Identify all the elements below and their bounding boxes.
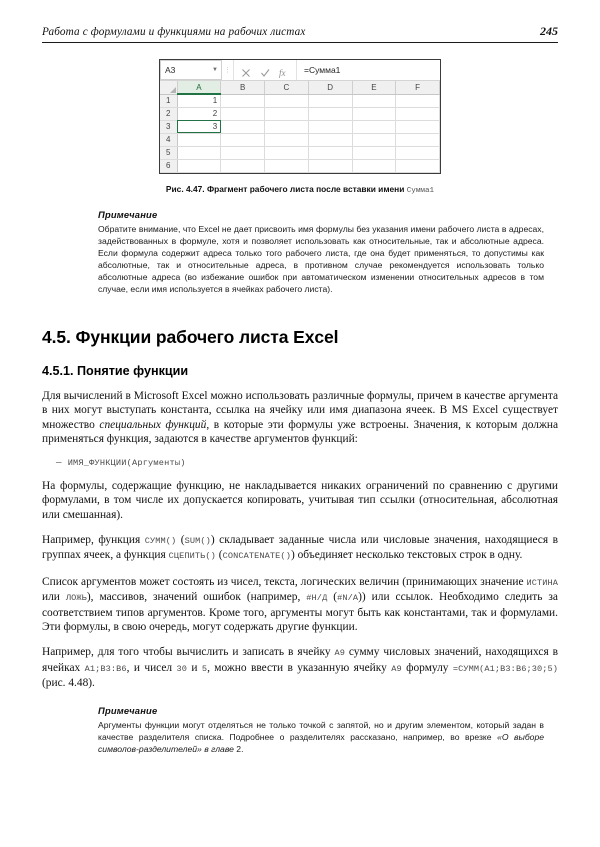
cell-c4[interactable] — [265, 133, 309, 146]
cell-a2[interactable]: 2 — [177, 107, 221, 120]
column-header-f[interactable]: F — [396, 81, 440, 94]
cell-d3[interactable] — [308, 120, 352, 133]
cell-b3[interactable] — [221, 120, 265, 133]
row-header-6[interactable]: 6 — [160, 159, 177, 172]
table-row — [160, 94, 440, 107]
name-box[interactable] — [160, 60, 222, 80]
table-row — [160, 159, 440, 172]
p5-code-formula: =СУММ(A1;B3:B6;30;5) — [452, 663, 559, 674]
cell-b6[interactable] — [221, 159, 265, 172]
paragraph-1 — [42, 389, 558, 447]
p3-part-c: ) складывает заданные числа или числовые значения, находящиеся в группах ячеек, а функция — [42, 533, 558, 562]
cell-e2[interactable] — [352, 107, 396, 120]
insert-function-fx-icon[interactable] — [279, 65, 289, 78]
cell-c2[interactable] — [265, 107, 309, 120]
section-heading: 4.5. Функции рабочего листа Excel — [42, 327, 339, 348]
note-body — [98, 719, 544, 755]
svg-text:fx: fx — [279, 68, 286, 78]
cell-f2[interactable] — [396, 107, 440, 120]
running-header-title: Работа с формулами и функциями на рабочих листах — [42, 26, 306, 38]
excel-window — [159, 59, 441, 174]
cell-b2[interactable] — [221, 107, 265, 120]
row-header-2[interactable]: 2 — [160, 107, 177, 120]
cancel-x-icon[interactable] — [241, 65, 251, 75]
cell-e1[interactable] — [352, 94, 396, 107]
p1-italic-term: специальных функций — [99, 418, 207, 431]
table-row — [160, 120, 440, 133]
table-row — [160, 107, 440, 120]
cell-f3[interactable] — [396, 120, 440, 133]
p4-part-b: или — [42, 591, 66, 604]
p5-part-d: и — [187, 661, 202, 674]
cell-a1[interactable]: 1 — [177, 94, 221, 107]
excel-grid — [160, 81, 440, 173]
p5-part-f: формулу — [401, 661, 453, 674]
figure-caption — [42, 184, 558, 195]
cell-a3[interactable]: 3 — [177, 120, 221, 133]
formula-input[interactable]: =Сумма1 — [304, 65, 341, 75]
cell-f1[interactable] — [396, 94, 440, 107]
row-header-5[interactable]: 5 — [160, 146, 177, 159]
syntax-dash: – — [56, 455, 62, 468]
cell-e3[interactable] — [352, 120, 396, 133]
figure-caption-text: Фрагмент рабочего листа после вставки имени — [206, 183, 405, 194]
p5-part-c: , и чисел — [126, 661, 177, 674]
figure-excel-screenshot — [42, 59, 558, 174]
paragraph-4 — [42, 575, 558, 635]
cell-b4[interactable] — [221, 133, 265, 146]
figure-caption-code: Сумма1 — [406, 186, 435, 195]
table-row — [160, 146, 440, 159]
cell-a6[interactable] — [177, 159, 221, 172]
note2-part-a: Аргументы функции могут отделяться не только точкой с запятой, но и другим элементом, который задан в качестве разделителя списка. Подробнее о разделителях рассказано, например, во врезке — [98, 719, 544, 742]
note-body: Обратите внимание, что Excel не дает присвоить имя формулы без указания имени рабочего листа в адресах, задействованных в формуле, хотя и позволяет использовать как относительные, так и абсолютные адреса. Если формула содержит адреса только того рабочего листа, где она будет применяться, то допустимы как абсолютные, так и относительные адреса, в противном случае рекомендуется использовать только абсолютные адреса (во избежание ошибок при автоматическом изменении относительных адресов в том случае, если имя используется в ячейках рабочего листа). — [98, 223, 544, 294]
column-header-b[interactable]: B — [221, 81, 265, 94]
note-title: Примечание — [98, 704, 158, 716]
p5-code-range: A1;B3:B6 — [84, 663, 127, 674]
column-header-e[interactable]: E — [352, 81, 396, 94]
cell-d6[interactable] — [308, 159, 352, 172]
formula-bar-grip[interactable]: ⋮ — [224, 66, 231, 74]
cell-d5[interactable] — [308, 146, 352, 159]
row-header-4[interactable]: 4 — [160, 133, 177, 146]
cell-e4[interactable] — [352, 133, 396, 146]
table-row — [160, 133, 440, 146]
page-number: 245 — [540, 24, 558, 38]
running-header — [42, 0, 558, 43]
row-header-3[interactable]: 3 — [160, 120, 177, 133]
cell-f4[interactable] — [396, 133, 440, 146]
cell-a5[interactable] — [177, 146, 221, 159]
select-all-corner[interactable] — [160, 81, 177, 94]
cell-c3[interactable] — [265, 120, 309, 133]
cell-a4[interactable] — [177, 133, 221, 146]
row-header-1[interactable]: 1 — [160, 94, 177, 107]
name-box-value: A3 — [165, 65, 176, 75]
syntax-code: ИМЯ_ФУНКЦИИ(Аргументы) — [67, 457, 186, 468]
cell-b5[interactable] — [221, 146, 265, 159]
function-syntax-line — [56, 456, 558, 468]
paragraph-3 — [42, 533, 558, 564]
column-header-c[interactable]: C — [265, 81, 309, 94]
note-title: Примечание — [98, 208, 158, 220]
confirm-check-icon[interactable] — [260, 65, 270, 75]
formula-bar-buttons — [233, 60, 297, 80]
column-header-a[interactable]: A — [177, 81, 221, 94]
p3-code-scepit: СЦЕПИТЬ() — [168, 551, 216, 562]
p5-code-a9-2: A9 — [391, 663, 402, 674]
p4-part-a: Список аргументов может состоять из чисел, текста, логических величин (принимающих значение — [42, 575, 527, 588]
p4-part-e: )) или ссылок. Необходимо следить за соответствием типов аргументов. Кроме того, аргументы могут быть как константами, так и формулами. Эти формулы, в свою очередь, могут содержать другие функции. — [42, 591, 558, 633]
cell-c5[interactable] — [265, 146, 309, 159]
p4-code-true: ИСТИНА — [526, 577, 558, 588]
p1-part-b: , в которые эти формулы уже встроены. Значения, к которым должна применяться функция, задаются в качестве аргументов функций: — [42, 418, 558, 446]
p5-part-a: Например, для того чтобы вычислить и записать в ячейку — [42, 646, 335, 659]
paragraph-2: На формулы, содержащие функцию, не накладывается никаких ограничений по сравнению с другими формулами, в том числе их допускается копировать, учитывая тип ссылки (относительная, абсолютная или смешанная). — [42, 479, 558, 521]
paragraph-5 — [42, 645, 558, 690]
p3-part-b: ( — [176, 533, 185, 546]
p3-code-concatenate: CONCATENATE() — [222, 551, 291, 562]
excel-column-header-row — [160, 81, 440, 94]
p4-code-nd: #Н/Д — [306, 593, 328, 604]
cell-b1[interactable] — [221, 94, 265, 107]
cell-d1[interactable] — [308, 94, 352, 107]
corner-triangle-icon — [170, 87, 176, 93]
note2-part-b: 2. — [233, 743, 244, 754]
p4-part-c: ), массивов, значений ошибок (например, — [86, 591, 307, 604]
subsection-heading: 4.5.1. Понятие функции — [42, 364, 189, 379]
cell-d4[interactable] — [308, 133, 352, 146]
p3-code-summ: СУММ() — [144, 535, 177, 546]
p4-code-false: ЛОЖЬ — [65, 593, 87, 604]
p3-part-e: ) объединяет несколько текстовых строк в одну. — [290, 549, 523, 562]
p3-part-a: Например, функция — [42, 533, 145, 546]
cell-f5[interactable] — [396, 146, 440, 159]
chevron-down-icon[interactable]: ▼ — [212, 67, 218, 73]
cell-c6[interactable] — [265, 159, 309, 172]
p3-part-d: ( — [215, 549, 223, 562]
p5-code-30: 30 — [176, 663, 187, 674]
p1-part-a: Для вычислений в Microsoft Excel можно использовать различные формулы, причем в качестве аргумента в них могут выступать константа, ссылка на ячейку или имя диапазона ячеек. В MS Excel существует множество — [42, 390, 558, 431]
note-block-2 — [98, 705, 544, 755]
p5-part-b: сумму числовых значений, находящихся в ячейках — [42, 646, 558, 674]
note-block-1 — [98, 209, 544, 296]
cell-d2[interactable] — [308, 107, 352, 120]
p5-code-5: 5 — [201, 663, 208, 674]
p4-part-d: ( — [327, 591, 338, 604]
p4-code-na: #N/A — [337, 593, 359, 604]
column-header-d[interactable]: D — [308, 81, 352, 94]
figure-caption-prefix: Рис. 4.47. — [165, 183, 205, 194]
cell-c1[interactable] — [265, 94, 309, 107]
p3-code-sum: SUM() — [184, 535, 211, 546]
excel-formula-bar — [160, 60, 440, 81]
p5-part-g: (рис. 4.48). — [42, 677, 95, 690]
cell-e6[interactable] — [352, 159, 396, 172]
cell-e5[interactable] — [352, 146, 396, 159]
p5-part-e: , можно ввести в указанную ячейку — [207, 661, 392, 674]
cell-f6[interactable] — [396, 159, 440, 172]
p5-code-a9: A9 — [334, 648, 345, 659]
note2-italic-ref: «О выборе символов-разделителей» в главе — [98, 731, 545, 754]
